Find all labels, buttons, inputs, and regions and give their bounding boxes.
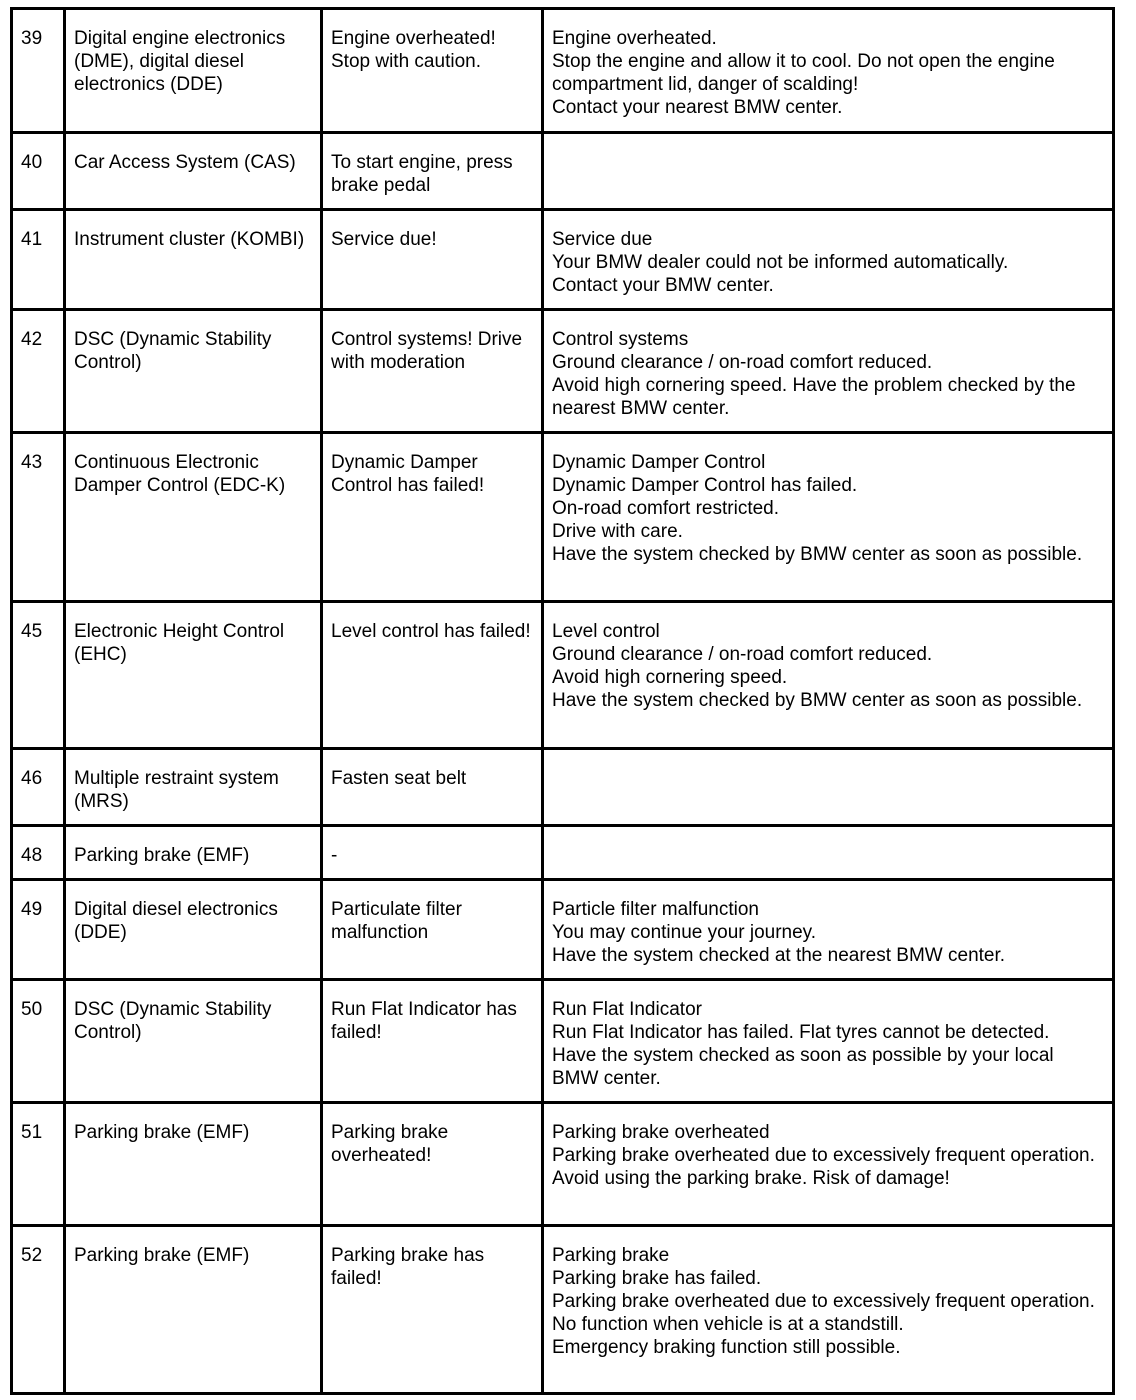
module-cell: DSC (Dynamic Stability Control)	[65, 310, 322, 433]
message-number-cell: 39	[12, 9, 65, 133]
message-number-cell: 52	[12, 1226, 65, 1394]
table-row	[12, 433, 1114, 602]
detail-cell	[543, 826, 1114, 880]
message-cell: Level control has failed!	[322, 602, 543, 749]
detail-line: Avoid using the parking brake. Risk of damage!	[552, 1168, 950, 1189]
detail-line: Have the system checked as soon as possible by your local BMW center.	[552, 1045, 1059, 1089]
message-cell: Service due!	[322, 210, 543, 310]
module-cell: Parking brake (EMF)	[65, 826, 322, 880]
message-number-cell: 42	[12, 310, 65, 433]
message-number-cell: 50	[12, 980, 65, 1103]
detail-cell	[543, 433, 1114, 602]
detail-line: Level control	[552, 621, 660, 642]
detail-line: Particle filter malfunction	[552, 899, 759, 920]
module-cell: Digital diesel electronics (DDE)	[65, 880, 322, 980]
table-row	[12, 602, 1114, 749]
table-row	[12, 133, 1114, 210]
module-cell: Parking brake (EMF)	[65, 1103, 322, 1226]
table-row	[12, 9, 1114, 133]
detail-line: Dynamic Damper Control has failed.	[552, 475, 858, 496]
detail-line: Have the system checked by BMW center as soon as possible.	[552, 544, 1083, 565]
module-cell: Digital engine electronics (DME), digital diesel electronics (DDE)	[65, 9, 322, 133]
message-number-cell: 46	[12, 749, 65, 826]
detail-line: Parking brake overheated due to excessively frequent operation.	[552, 1145, 1095, 1166]
detail-line: Control systems	[552, 329, 689, 350]
message-cell: Engine overheated! Stop with caution.	[322, 9, 543, 133]
message-number-cell: 43	[12, 433, 65, 602]
message-number-cell: 48	[12, 826, 65, 880]
table-row	[12, 749, 1114, 826]
detail-line: On-road comfort restricted.	[552, 498, 780, 519]
detail-line: Avoid high cornering speed. Have the problem checked by the nearest BMW center.	[552, 375, 1081, 419]
detail-line: Avoid high cornering speed.	[552, 667, 788, 688]
detail-line: Contact your nearest BMW center.	[552, 97, 843, 118]
message-cell: Control systems! Drive with moderation	[322, 310, 543, 433]
detail-line: Parking brake overheated due to excessively frequent operation.	[552, 1291, 1095, 1312]
table-row	[12, 210, 1114, 310]
module-cell: Parking brake (EMF)	[65, 1226, 322, 1394]
message-number-cell: 41	[12, 210, 65, 310]
table-row	[12, 1226, 1114, 1394]
detail-cell	[543, 1103, 1114, 1226]
detail-line: Service due	[552, 229, 653, 250]
message-number-cell: 49	[12, 880, 65, 980]
detail-cell	[543, 9, 1114, 133]
module-cell: DSC (Dynamic Stability Control)	[65, 980, 322, 1103]
message-cell: Particulate filter malfunction	[322, 880, 543, 980]
detail-cell	[543, 602, 1114, 749]
table-row	[12, 980, 1114, 1103]
detail-cell	[543, 980, 1114, 1103]
detail-line: Ground clearance / on-road comfort reduced.	[552, 352, 933, 373]
message-cell: -	[322, 826, 543, 880]
table-row	[12, 1103, 1114, 1226]
message-cell: Dynamic Damper Control has failed!	[322, 433, 543, 602]
detail-line: Parking brake has failed.	[552, 1268, 762, 1289]
module-cell: Multiple restraint system (MRS)	[65, 749, 322, 826]
detail-line: Your BMW dealer could not be informed automatically.	[552, 252, 1009, 273]
message-cell: Fasten seat belt	[322, 749, 543, 826]
detail-line: Parking brake	[552, 1245, 670, 1266]
detail-line: Parking brake overheated	[552, 1122, 770, 1143]
detail-line: Have the system checked at the nearest BMW center.	[552, 945, 1006, 966]
message-table-body	[12, 9, 1114, 1394]
table-row	[12, 826, 1114, 880]
message-cell: To start engine, press brake pedal	[322, 133, 543, 210]
message-cell: Run Flat Indicator has failed!	[322, 980, 543, 1103]
detail-line: Run Flat Indicator	[552, 999, 702, 1020]
detail-line: Ground clearance / on-road comfort reduced.	[552, 644, 933, 665]
detail-cell	[543, 1226, 1114, 1394]
module-cell: Instrument cluster (KOMBI)	[65, 210, 322, 310]
detail-cell	[543, 880, 1114, 980]
detail-cell	[543, 133, 1114, 210]
message-cell: Parking brake has failed!	[322, 1226, 543, 1394]
detail-line: Emergency braking function still possible.	[552, 1337, 901, 1358]
detail-cell	[543, 210, 1114, 310]
detail-line: Run Flat Indicator has failed. Flat tyres cannot be detected.	[552, 1022, 1050, 1043]
message-number-cell: 45	[12, 602, 65, 749]
detail-cell	[543, 749, 1114, 826]
module-cell: Continuous Electronic Damper Control (EDC-K)	[65, 433, 322, 602]
detail-line: You may continue your journey.	[552, 922, 817, 943]
detail-line: Dynamic Damper Control	[552, 452, 766, 473]
detail-line: Drive with care.	[552, 521, 683, 542]
message-number-cell: 51	[12, 1103, 65, 1226]
message-table	[10, 7, 1115, 1395]
module-cell: Car Access System (CAS)	[65, 133, 322, 210]
detail-cell	[543, 310, 1114, 433]
table-row	[12, 880, 1114, 980]
detail-line: Have the system checked by BMW center as soon as possible.	[552, 690, 1083, 711]
module-cell: Electronic Height Control (EHC)	[65, 602, 322, 749]
detail-line: No function when vehicle is at a standstill.	[552, 1314, 904, 1335]
message-number-cell: 40	[12, 133, 65, 210]
message-cell: Parking brake overheated!	[322, 1103, 543, 1226]
detail-line: Stop the engine and allow it to cool. Do not open the engine compartment lid, danger of scalding!	[552, 51, 1061, 95]
detail-line: Engine overheated.	[552, 28, 717, 49]
table-row	[12, 310, 1114, 433]
detail-line: Contact your BMW center.	[552, 275, 774, 296]
